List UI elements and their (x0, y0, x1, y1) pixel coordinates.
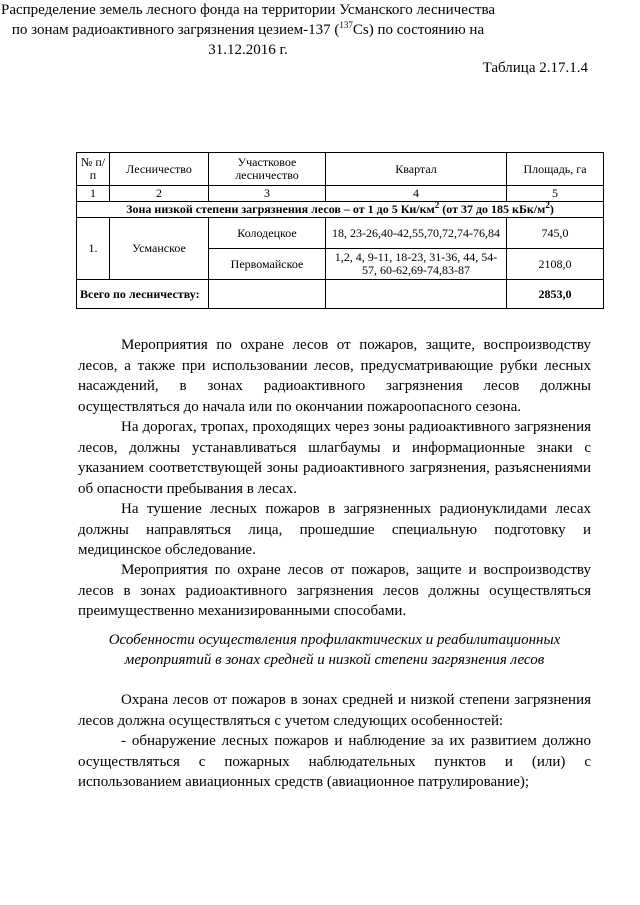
total-row (77, 280, 604, 309)
heading-line-2 (0, 20, 496, 40)
zone-row (77, 202, 604, 218)
isotope-superscript: 137 (339, 20, 353, 30)
area: 2108,0 (507, 249, 604, 280)
quarters: 1,2, 4, 9-11, 18-23, 31-36, 44, 54-57, 60-62,69-74,83-87 (326, 249, 507, 280)
heading-line-1: Распределение земель лесного фонда на территории Усманского лесничества (0, 2, 496, 18)
paragraph: Мероприятия по охране лесов от пожаров, защите и воспроизводству лесов в зонах радиоактивного загрязнения лесов должны осуществляться преимущественно механизированными способами. (78, 562, 591, 619)
paragraph: На тушение лесных пожаров в загрязненных радионуклидами лесах должны направляться лица, прошедшие специальную подготовку и медицинское обследование. (78, 501, 591, 558)
header-area: Площадь, га (507, 153, 604, 186)
table-heading (0, 0, 496, 60)
heading-line-2-start: по зонам радиоактивного загрязнения цезием-137 ( (11, 22, 340, 38)
table-row (77, 218, 604, 249)
quarters: 18, 23-26,40-42,55,70,72,74-76,84 (326, 218, 507, 249)
empty-cell (209, 280, 326, 309)
col-number: 1 (77, 186, 110, 202)
district-name: Колодецкое (209, 218, 326, 249)
table-number-row (77, 186, 604, 202)
header-number: № п/п (77, 153, 110, 186)
total-label: Всего по лесничеству: (77, 280, 209, 309)
zone-text: Зона низкой степени загрязнения лесов – от 1 до 5 Ки/км (126, 202, 435, 216)
section-heading (78, 630, 591, 670)
area: 745,0 (507, 218, 604, 249)
header-quarter: Квартал (326, 153, 507, 186)
zone-text: ) (549, 202, 554, 216)
col-number: 3 (209, 186, 326, 202)
heading-line-2-end: Cs) по состоянию на (352, 22, 485, 38)
table-label: Таблица 2.17.1.4 (482, 60, 588, 76)
zone-superscript: 2 (545, 200, 550, 210)
row-number: 1. (77, 218, 110, 280)
zone-cell (77, 202, 604, 218)
header-forestry: Лесничество (110, 153, 209, 186)
section-heading-line-1: Особенности осуществления профилактических и реабилитационных (108, 632, 561, 648)
total-area: 2853,0 (507, 280, 604, 309)
zone-superscript: 2 (434, 200, 440, 210)
paragraph: Мероприятия по охране лесов от пожаров, защите, воспроизводству лесов, а также при использовании лесов, предусматривающие рубки лесных насаждений, в зонах радиоактивного загрязнения лесов должны осуществляться до начала или по окончании пожароопасного сезона. (78, 337, 591, 415)
paragraph: Охрана лесов от пожаров в зонах средней и низкой степени загрязнения лесов должна осуществляться с учетом следующих особенностей: (78, 692, 591, 729)
district-name: Первомайское (209, 249, 326, 280)
col-number: 5 (507, 186, 604, 202)
paragraph: - обнаружение лесных пожаров и наблюдение за их развитием должно осуществляться с пожарных наблюдательных пунктов и (или) с использованием авиационных средств (авиационное патрулирование); (78, 733, 591, 790)
empty-cell (326, 280, 507, 309)
forestry-name: Усманское (110, 218, 209, 280)
zone-text: (от 37 до 185 кБк/м (439, 202, 546, 216)
distribution-table (76, 152, 604, 309)
col-number: 2 (110, 186, 209, 202)
section-heading-line-2: мероприятий в зонах средней и низкой степени загрязнения лесов (124, 652, 545, 668)
header-district: Участковое лесничество (209, 153, 326, 186)
heading-line-3: 31.12.2016 г. (208, 42, 288, 58)
col-number: 4 (326, 186, 507, 202)
table-header-row (77, 153, 604, 186)
paragraph: На дорогах, тропах, проходящих через зоны радиоактивного загрязнения лесов, должны устанавливаться шлагбаумы и информационные знаки с указанием соответствующей зоны радиоактивного загрязнения, разъяснениями об опасности пребывания в лесах. (78, 419, 591, 497)
